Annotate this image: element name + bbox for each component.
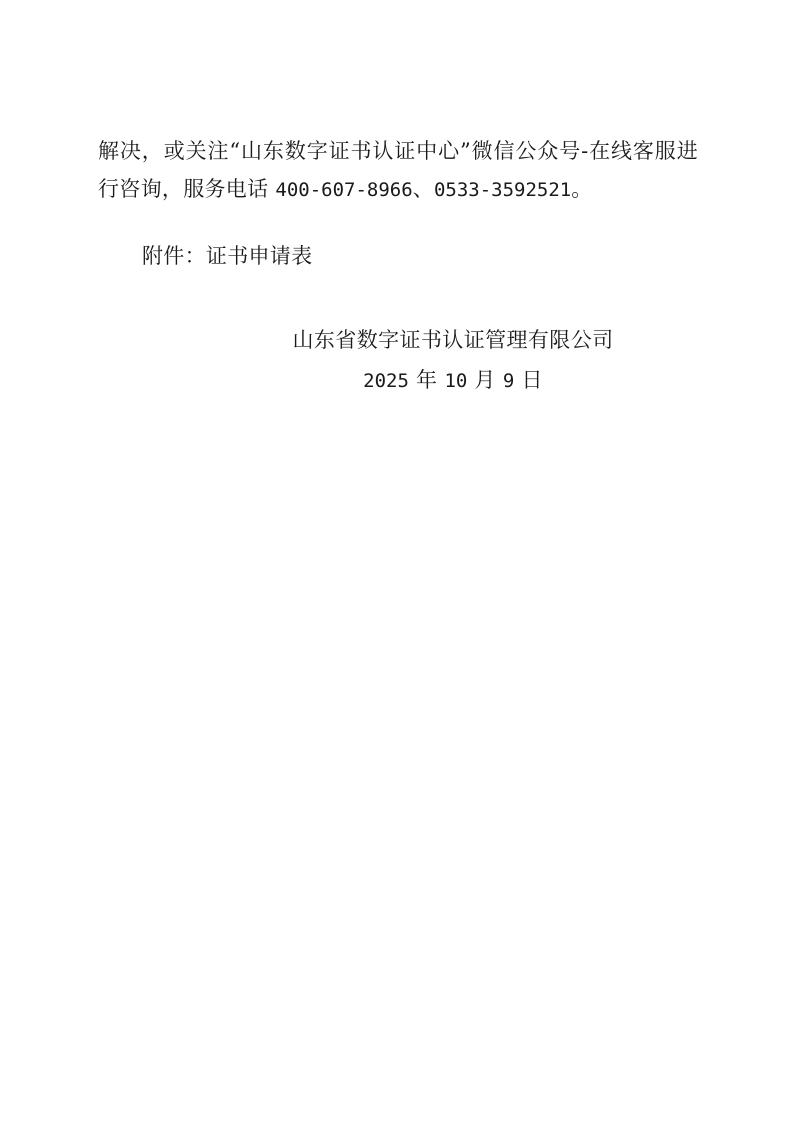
document-body — [98, 132, 698, 398]
paragraph-contact-info: 解决，或关注“山东数字证书认证中心”微信公众号-在线客服进行咨询，服务电话 400-607-8966、0533-3592521。 — [98, 139, 698, 201]
attachment-line: 附件：证书申请表 — [142, 244, 313, 268]
signature-block — [98, 323, 698, 398]
signature-organization: 山东省数字证书认证管理有限公司 — [292, 328, 614, 352]
signature-date: 2025 年 10 月 9 日 — [363, 368, 543, 392]
